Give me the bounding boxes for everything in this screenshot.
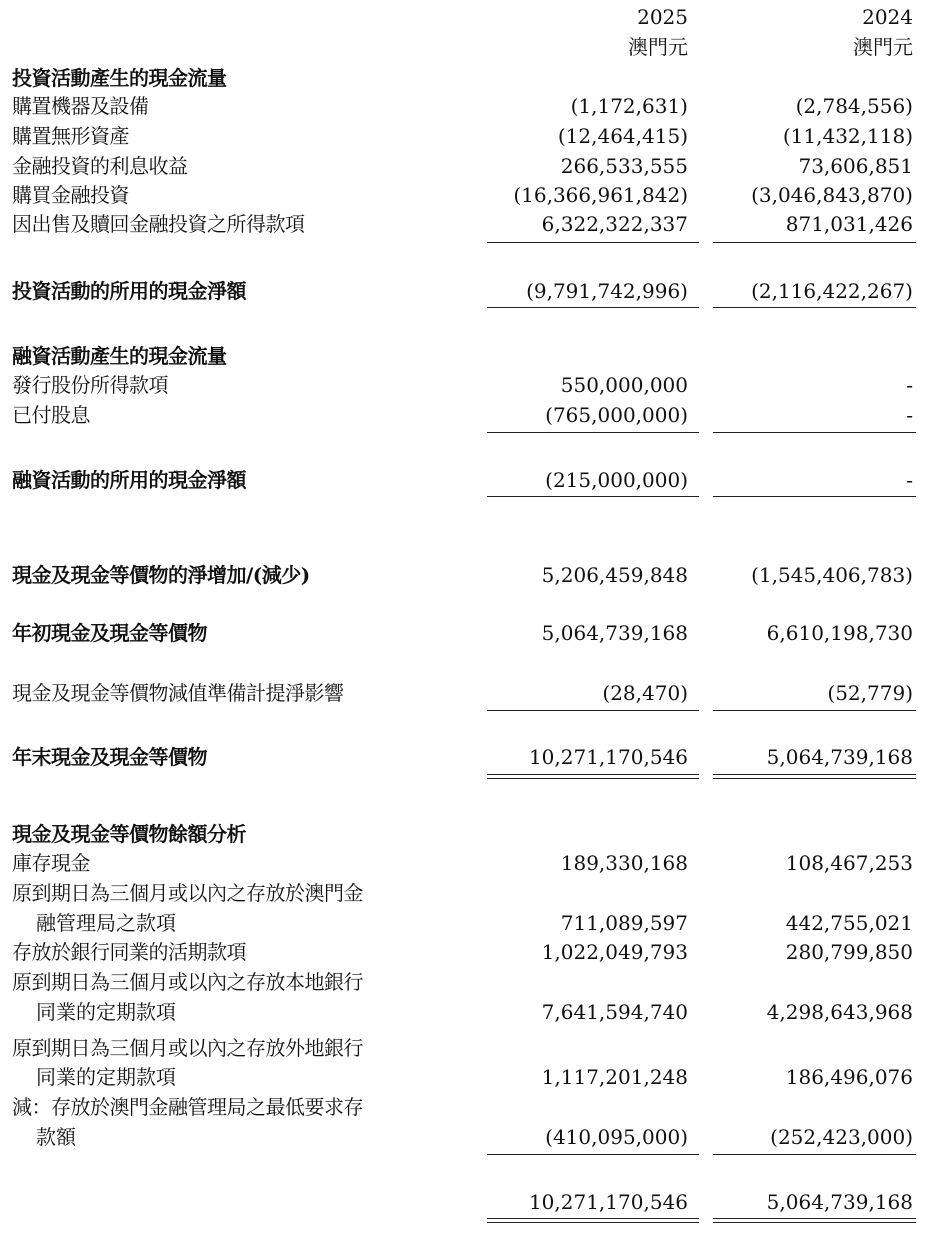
closing-2024: 5,064,739,168: [766, 745, 913, 769]
closing-2025: 10,271,170,546: [528, 745, 688, 769]
double-rule-bottom: [713, 778, 916, 779]
subtotal-rule: [487, 242, 699, 243]
double-rule-top: [713, 774, 916, 775]
row-label-continued: 融管理局之款項: [36, 911, 176, 935]
row-value-2025: 6,322,322,337: [541, 212, 688, 236]
row-value-2025: 711,089,597: [560, 911, 688, 935]
row-label: 減：存放於澳門金融管理局之最低要求存: [12, 1095, 363, 1119]
row-value-2025: (1,172,631): [570, 94, 688, 118]
total-rule: [713, 496, 916, 497]
row-value-2024: 280,799,850: [785, 940, 913, 964]
row-value-2024: 73,606,851: [798, 154, 913, 178]
total-rule: [487, 307, 699, 308]
subtotal-rule: [713, 1154, 916, 1155]
row-value-2025: 189,330,168: [560, 851, 688, 875]
net-change-2024: (1,545,406,783): [751, 563, 913, 587]
header-year-2024: 2024: [862, 5, 913, 29]
row-value-2025: 1,022,049,793: [541, 940, 688, 964]
double-rule-bottom: [487, 778, 699, 779]
opening-label: 年初現金及現金等價物: [12, 621, 207, 645]
closing-label: 年末現金及現金等價物: [12, 745, 207, 769]
opening-2025: 5,064,739,168: [541, 621, 688, 645]
row-value-2024: (11,432,118): [782, 124, 913, 148]
row-value-2024: (252,423,000): [770, 1125, 913, 1149]
row-value-2024: 871,031,426: [785, 212, 913, 236]
investing-heading: 投資活動產生的現金流量: [12, 66, 227, 90]
row-label: 購置無形資產: [12, 124, 129, 148]
row-label: 已付股息: [12, 403, 90, 427]
double-rule-bottom: [713, 1222, 916, 1223]
investing-net-label: 投資活動的所用的現金淨額: [12, 279, 246, 303]
header-unit-2024: 澳門元: [853, 35, 913, 59]
double-rule-bottom: [487, 1222, 699, 1223]
row-label: 存放於銀行同業的活期款項: [12, 940, 246, 964]
analysis-total-2024: 5,064,739,168: [766, 1190, 913, 1214]
double-rule-top: [487, 1218, 699, 1219]
row-value-2025: 7,641,594,740: [541, 1000, 688, 1024]
header-year-2025: 2025: [637, 5, 688, 29]
row-label: 因出售及贖回金融投資之所得款項: [12, 212, 305, 236]
analysis-heading: 現金及現金等價物餘額分析: [12, 822, 246, 846]
row-value-2024: (2,784,556): [795, 94, 913, 118]
row-label: 金融投資的利息收益: [12, 154, 188, 178]
analysis-total-2025: 10,271,170,546: [528, 1190, 688, 1214]
row-value-2024: -: [906, 403, 913, 427]
double-rule-top: [713, 1218, 916, 1219]
row-value-2025: 1,117,201,248: [541, 1065, 688, 1089]
row-label-continued: 同業的定期款項: [36, 1000, 176, 1024]
net-change-label: 現金及現金等價物的淨增加/(減少): [12, 563, 310, 587]
row-label: 原到期日為三個月或以內之存放外地銀行: [12, 1036, 363, 1060]
financing-net-2025: (215,000,000): [545, 468, 688, 492]
subtotal-rule: [487, 1154, 699, 1155]
investing-net-2024: (2,116,422,267): [751, 279, 913, 303]
row-label: 購買金融投資: [12, 183, 129, 207]
row-value-2024: 186,496,076: [785, 1065, 913, 1089]
row-value-2024: 108,467,253: [785, 851, 913, 875]
net-change-2025: 5,206,459,848: [541, 563, 688, 587]
subtotal-rule: [713, 432, 916, 433]
row-value-2024: (3,046,843,870): [751, 183, 913, 207]
row-value-2024: -: [906, 373, 913, 397]
row-label: 發行股份所得款項: [12, 373, 168, 397]
row-value-2025: (16,366,961,842): [513, 183, 688, 207]
subtotal-rule: [713, 242, 916, 243]
row-value-2025: 266,533,555: [560, 154, 688, 178]
row-label: 原到期日為三個月或以內之存放於澳門金: [12, 881, 363, 905]
row-label: 購置機器及設備: [12, 94, 149, 118]
row-label: 庫存現金: [12, 851, 90, 875]
row-value-2025: (12,464,415): [557, 124, 688, 148]
financing-net-label: 融資活動的所用的現金淨額: [12, 468, 246, 492]
subtotal-rule: [487, 710, 699, 711]
double-rule-top: [487, 774, 699, 775]
impairment-label: 現金及現金等價物減值準備計提淨影響: [12, 681, 344, 705]
total-rule: [487, 496, 699, 497]
row-value-2024: 4,298,643,968: [766, 1000, 913, 1024]
subtotal-rule: [713, 710, 916, 711]
row-value-2025: 550,000,000: [560, 373, 688, 397]
row-value-2025: (765,000,000): [545, 403, 688, 427]
subtotal-rule: [487, 432, 699, 433]
impairment-2024: (52,779): [827, 681, 913, 705]
investing-net-2025: (9,791,742,996): [526, 279, 688, 303]
financing-net-2024: -: [906, 468, 913, 492]
row-label: 原到期日為三個月或以內之存放本地銀行: [12, 970, 363, 994]
impairment-2025: (28,470): [602, 681, 688, 705]
opening-2024: 6,610,198,730: [766, 621, 913, 645]
total-rule: [713, 307, 916, 308]
row-value-2024: 442,755,021: [785, 911, 913, 935]
financing-heading: 融資活動產生的現金流量: [12, 344, 227, 368]
row-label-continued: 款額: [36, 1125, 76, 1149]
header-unit-2025: 澳門元: [628, 35, 688, 59]
row-value-2025: (410,095,000): [545, 1125, 688, 1149]
row-label-continued: 同業的定期款項: [36, 1065, 176, 1089]
